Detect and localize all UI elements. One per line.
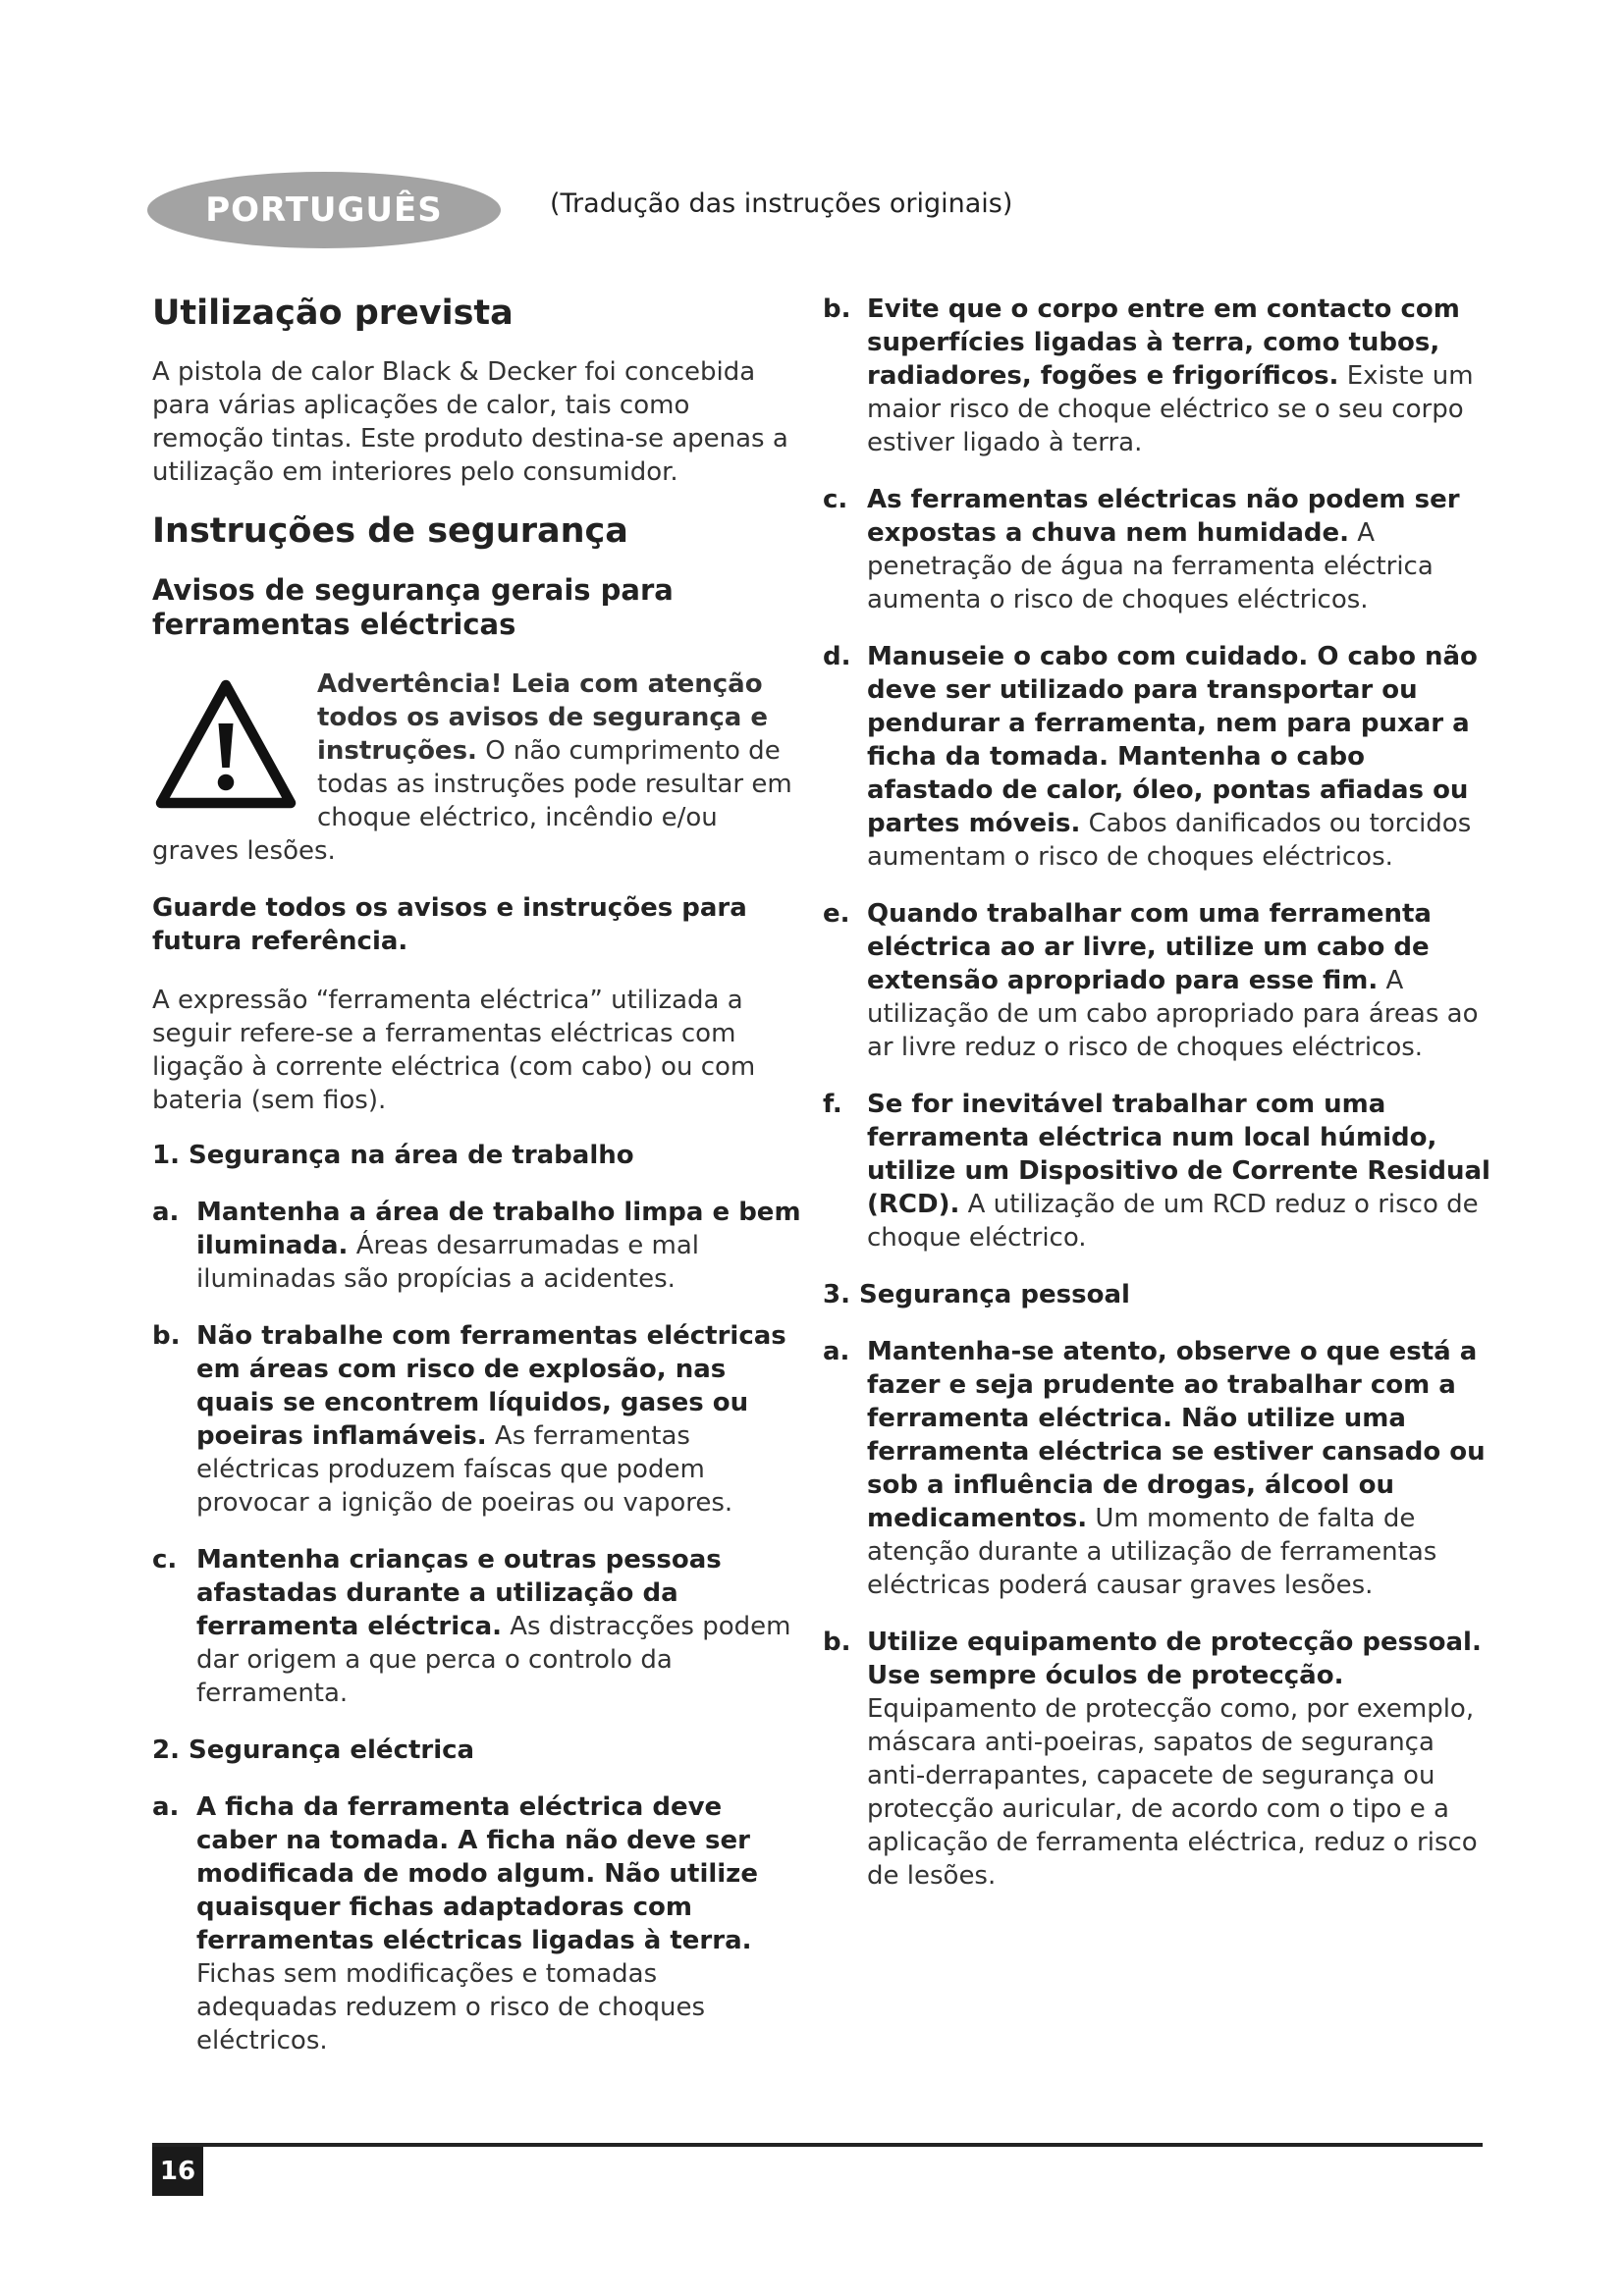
warning-bold: Advertência! Leia com atenção todos os avisos de segurança e instruções. — [317, 668, 768, 766]
item-letter: c. — [823, 485, 848, 514]
item-text: Um momento de falta de atenção durante a utilização de ferramentas eléctricas poderá causar graves lesões. — [867, 1504, 1437, 1600]
language-badge — [147, 172, 501, 248]
item-letter: b. — [823, 294, 851, 324]
item-bold: Mantenha crianças e outras pessoas afastadas durante a utilização da ferramenta eléctrica. — [196, 1544, 722, 1641]
item-letter: d. — [823, 642, 851, 671]
list-item — [823, 897, 1490, 1064]
footer-rule — [152, 2143, 1483, 2147]
item-letter: f. — [823, 1090, 842, 1119]
warning-triangle-icon — [152, 673, 299, 821]
section-3-heading: 3. Segurança pessoal — [823, 1280, 1130, 1309]
item-letter: c. — [152, 1544, 178, 1575]
item-letter: a. — [152, 1791, 180, 1822]
list-item — [152, 1196, 802, 1296]
item-bold: Utilize equipamento de protecção pessoal. Use sempre óculos de protecção. — [867, 1628, 1482, 1690]
item-text: Áreas desarrumadas e mal iluminadas são propícias a acidentes. — [196, 1230, 699, 1294]
item-bold: A ficha da ferramenta eléctrica deve caber na tomada. A ficha não deve ser modificada de modo algum. Não utilize quaisquer fichas adaptadoras com ferramentas eléctricas ligadas à terra. — [196, 1791, 758, 1955]
intended-use-text: A pistola de calor Black & Decker foi concebida para várias aplicações de calor, tais como remoção tintas. Este produto destina-se apenas a utilização em interiores pelo consumidor. — [152, 357, 788, 487]
item-bold: Mantenha-se atento, observe o que está a fazer e seja prudente ao trabalhar com a ferramenta eléctrica. Não utilize uma ferramenta eléctrica se estiver cansado ou sob a influência de drogas, álcool ou medicamentos. — [867, 1337, 1486, 1533]
section-1-heading: 1. Segurança na área de trabalho — [152, 1140, 634, 1170]
item-text: Fichas sem modificações e tomadas adequadas reduzem o risco de choques eléctricos. — [196, 1958, 705, 2056]
warning-normal: O não cumprimento de todas as instruções pode resultar em choque eléctrico, incêndio e/ou graves lesões. — [152, 735, 792, 866]
item-text: A utilização de um RCD reduz o risco de choque eléctrico. — [867, 1190, 1479, 1253]
item-letter: b. — [823, 1628, 851, 1657]
list-item — [823, 1088, 1490, 1255]
item-text: Equipamento de protecção como, por exemplo, máscara anti-poeiras, sapatos de segurança anti-derrapantes, capacete de segurança ou protecção auricular, de acordo com o tipo e a aplicação de ferramenta eléctrica, reduz o risco de lesões. — [867, 1694, 1478, 1891]
list-item — [823, 1335, 1490, 1602]
translation-subtitle: (Tradução das instruções originais) — [550, 188, 1013, 219]
list-item — [823, 1626, 1490, 1893]
item-text: Existe um maior risco de choque eléctrico se o seu corpo estiver ligado à terra. — [867, 361, 1474, 457]
item-bold: Se for inevitável trabalhar com uma ferramenta eléctrica num local húmido, utilize um Dispositivo de Corrente Residual (RCD). — [867, 1090, 1490, 1219]
item-bold: Evite que o corpo entre em contacto com superfícies ligadas à terra, como tubos, radiadores, fogões e frigoríficos. — [867, 294, 1460, 391]
item-text: A utilização de um cabo apropriado para áreas ao ar livre reduz o risco de choques eléctricos. — [867, 966, 1479, 1062]
page-number: 16 — [152, 2147, 203, 2196]
item-bold: As ferramentas eléctricas não podem ser expostas a chuva nem humidade. — [867, 485, 1460, 548]
item-bold: Quando trabalhar com uma ferramenta eléctrica ao ar livre, utilize um cabo de extensão apropriado para esse fim. — [867, 899, 1432, 995]
item-text: As distracções podem dar origem a que perca o controlo da ferramenta. — [196, 1611, 791, 1708]
left-column — [152, 293, 802, 2081]
general-warnings-heading: Avisos de segurança gerais para ferramentas eléctricas — [152, 573, 674, 641]
item-letter: a. — [152, 1197, 180, 1227]
expression-text: A expressão “ferramenta eléctrica” utilizada a seguir refere-se a ferramentas eléctricas com ligação à corrente eléctrica (com cabo) ou com bateria (sem fios). — [152, 985, 756, 1115]
item-text: As ferramentas eléctricas produzem faíscas que podem provocar a ignição de poeiras ou vapores. — [196, 1420, 733, 1518]
list-item — [152, 1790, 802, 2057]
warning-block — [152, 667, 802, 868]
language-label: PORTUGUÊS — [205, 190, 443, 230]
list-item — [823, 293, 1490, 459]
keep-instructions: Guarde todos os avisos e instruções para futura referência. — [152, 892, 747, 956]
list-item — [152, 1543, 802, 1710]
item-bold: Mantenha a área de trabalho limpa e bem iluminada. — [196, 1197, 801, 1260]
item-text: A penetração de água na ferramenta eléctrica aumenta o risco de choques eléctricos. — [867, 518, 1434, 614]
safety-heading: Instruções de segurança — [152, 511, 628, 551]
section-2-heading: 2. Segurança eléctrica — [152, 1735, 475, 1765]
item-bold: Manuseie o cabo com cuidado. O cabo não deve ser utilizado para transportar ou pendurar a ferramenta, nem para puxar a ficha da tomada. Mantenha o cabo afastado de calor, óleo, pontas afiadas ou partes móveis. — [867, 642, 1478, 838]
right-column — [823, 293, 1490, 1916]
list-item — [823, 640, 1490, 874]
item-bold: Não trabalhe com ferramentas eléctricas em áreas com risco de explosão, nas quais se encontrem líquidos, gases ou poeiras inflamáveis. — [196, 1320, 786, 1451]
list-item — [152, 1319, 802, 1520]
item-letter: e. — [823, 899, 850, 929]
item-letter: b. — [152, 1320, 181, 1351]
intended-use-heading: Utilização prevista — [152, 294, 514, 333]
item-letter: a. — [823, 1337, 850, 1366]
item-text: Cabos danificados ou torcidos aumentam o risco de choques eléctricos. — [867, 809, 1472, 872]
list-item — [823, 483, 1490, 616]
